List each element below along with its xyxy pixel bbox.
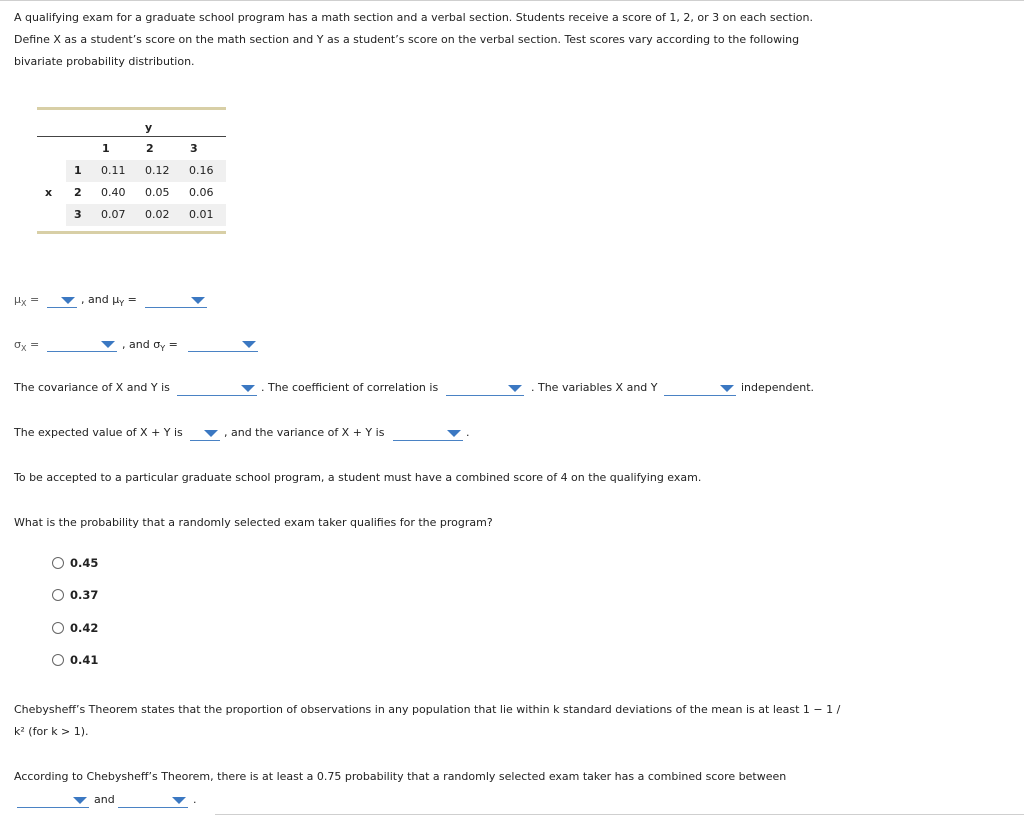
bottom-divider [215,814,1024,815]
independence-text: . The variables X and Y [531,381,658,394]
table-cell: 0.02 [145,208,170,221]
probability-question: What is the probability that a randomly selected exam taker qualifies for the program? [14,516,493,529]
chevron-down-icon [242,341,256,348]
radio-button[interactable] [52,557,64,569]
sigma-x-dropdown[interactable] [47,338,117,352]
independent-text: independent. [741,381,815,394]
sigma-y-dropdown[interactable] [188,338,258,352]
correlation-text: . The coefficient of correlation is [261,381,439,394]
table-cell: 0.11 [101,164,126,177]
chebysheff-line-2: k² (for k > 1). [14,725,89,738]
end-period: . [193,793,197,806]
covariance-text: The covariance of X and Y is [14,381,170,394]
sigma-and-label: , and $\sigma_Y$ = [122,338,178,354]
table-top-rule [37,107,226,110]
top-divider [0,0,1024,1]
table-cell: 0.16 [189,164,214,177]
chevron-down-icon [241,385,255,392]
upper-bound-dropdown[interactable] [118,794,188,808]
radio-button[interactable] [52,622,64,634]
col-header-2: 2 [146,142,154,155]
row-header-3: 3 [74,208,82,221]
expected-value-dropdown[interactable] [190,427,220,441]
lower-bound-dropdown[interactable] [17,794,89,808]
radio-button[interactable] [52,654,64,666]
correlation-dropdown[interactable] [446,382,524,396]
mu-y-dropdown[interactable] [145,294,207,308]
chevron-down-icon [720,385,734,392]
col-header-1: 1 [102,142,110,155]
mu-and-label: , and $\mu_Y$ = [81,293,137,309]
mu-x-dropdown[interactable] [47,294,77,308]
chevron-down-icon [61,297,75,304]
chebysheff-line-1: Chebysheff’s Theorem states that the proportion of observations in any population that lie within k standard deviations of the mean is at least 1 − 1 / [14,703,841,716]
option-label: 0.45 [70,556,99,570]
table-cell: 0.06 [189,186,214,199]
variance-dropdown[interactable] [393,427,463,441]
table-header-rule [37,136,226,137]
covariance-dropdown[interactable] [177,382,257,396]
table-bottom-rule [37,231,226,234]
chevron-down-icon [73,797,87,804]
chevron-down-icon [447,430,461,437]
chevron-down-icon [191,297,205,304]
col-header-3: 3 [190,142,198,155]
intro-line-3: bivariate probability distribution. [14,55,195,68]
table-cell: 0.01 [189,208,214,221]
sigma-x-label: $\sigma_X$ = [14,338,40,354]
table-cell: 0.07 [101,208,126,221]
chevron-down-icon [172,797,186,804]
intro-line-1: A qualifying exam for a graduate school program has a math section and a verbal section. Students receive a score of 1, 2, or 3 on each section. [14,11,813,24]
radio-button[interactable] [52,589,64,601]
table-cell: 0.05 [145,186,170,199]
option-label: 0.41 [70,653,99,667]
table-y-label: y [145,121,153,134]
independence-dropdown[interactable] [664,382,736,396]
option-label: 0.42 [70,621,99,635]
table-cell: 0.40 [101,186,126,199]
acceptance-text: To be accepted to a particular graduate school program, a student must have a combined score of 4 on the qualifying exam. [14,471,702,484]
intro-line-2: Define X as a student’s score on the math section and Y as a student’s score on the verbal section. Test scores vary according to the following [14,33,800,46]
chevron-down-icon [508,385,522,392]
table-cell: 0.12 [145,164,170,177]
option-label: 0.37 [70,588,99,602]
mu-x-label: $\mu_X$ = [14,293,40,309]
row-header-2: 2 [74,186,82,199]
chevron-down-icon [101,341,115,348]
chevron-down-icon [204,430,218,437]
variance-period: . [466,426,470,439]
row-header-1: 1 [74,164,82,177]
expected-value-text: The expected value of X + Y is [14,426,183,439]
chebysheff-question: According to Chebysheff’s Theorem, there is at least a 0.75 probability that a randomly selected exam taker has a combined score between [14,770,787,783]
table-x-label: x [45,186,53,199]
variance-text: , and the variance of X + Y is [224,426,385,439]
and-text: and [94,793,115,806]
